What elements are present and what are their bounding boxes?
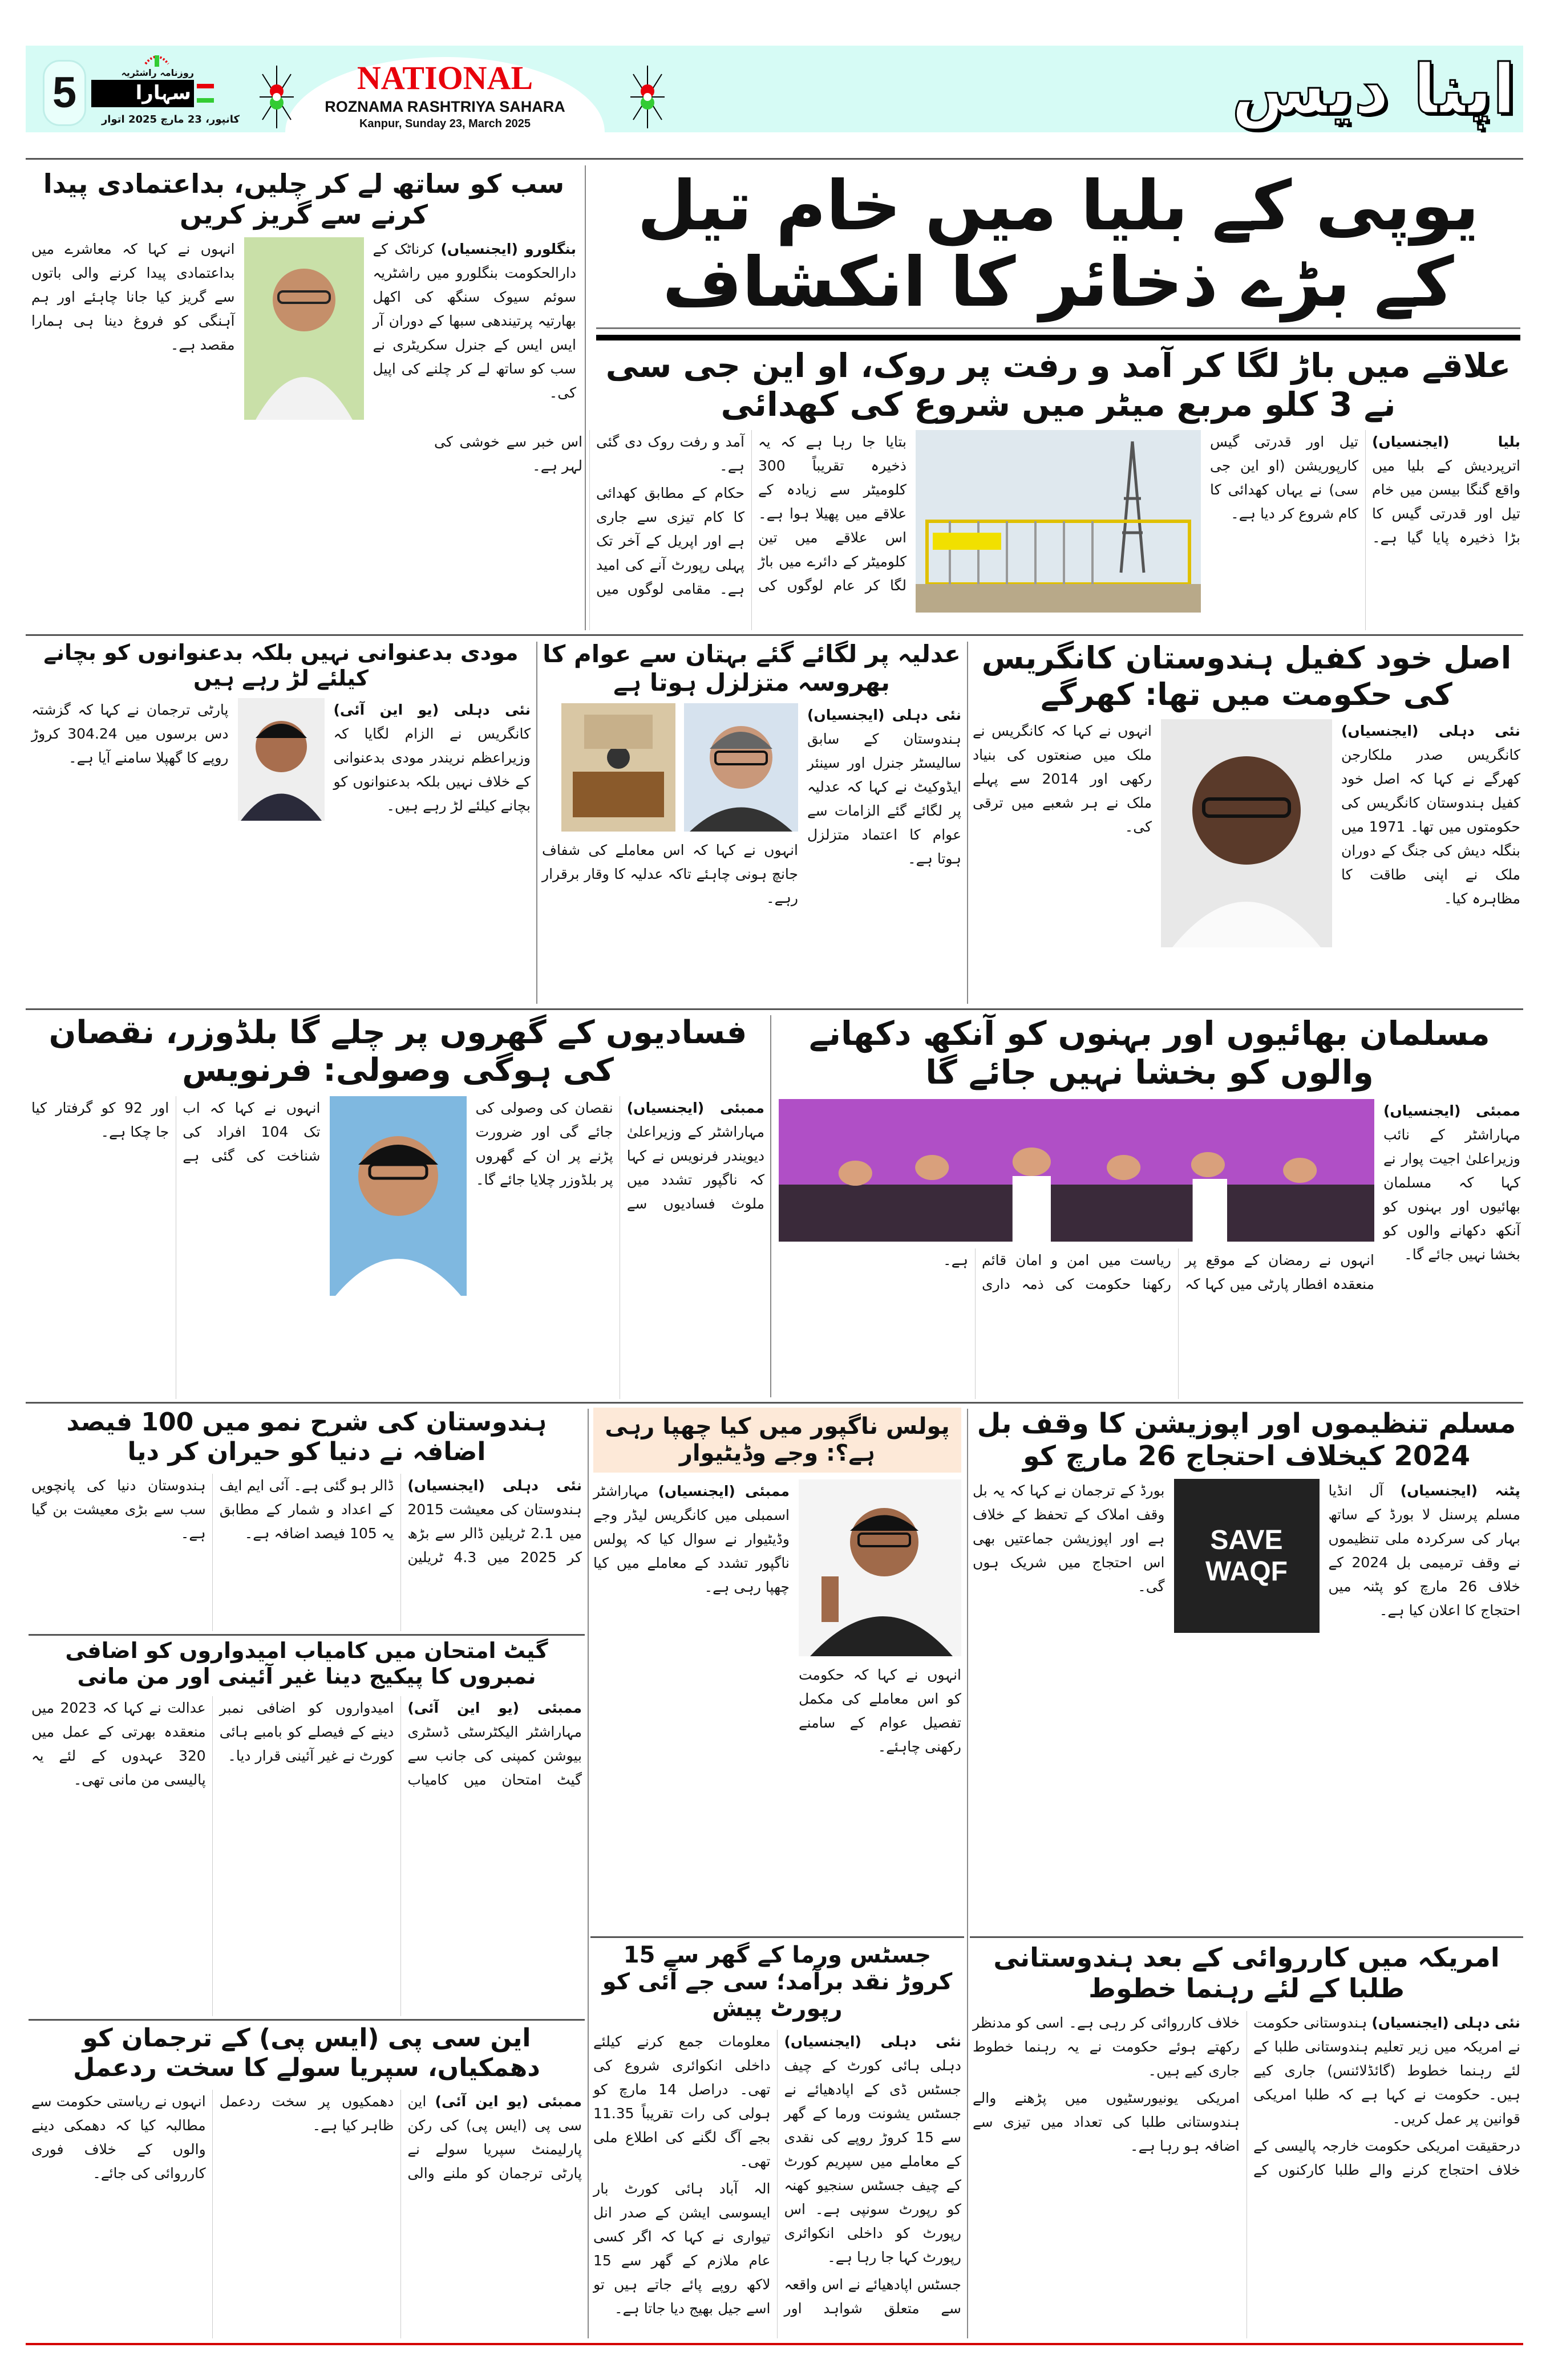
story-paragraph: کانگریس صدر ملکارجن کھرگے نے کہا کہ اصل خود کفیل ہندوستان کانگریس کی حکومتوں میں تھا۔ 1971 میں بنگلہ دیش کی جنگ کے دوران ملک نے اپنی طاقت کا مظاہرہ کیا۔ [1341,747,1520,907]
story-body [31,2090,582,2338]
story-dateline: نئی دہلی (ایجنسیاں) [407,1477,582,1494]
story-ncp [31,2024,582,2338]
story-dateline: ممبئی (یو این آئی) [435,2093,582,2110]
story-paragraph: انہوں نے کہا کہ اس معاملے کی شفاف جانچ ہونی چاہئے تاکہ عدلیہ کا وقار برقرار رہے۔ [542,842,798,907]
brand-name: سہارا [135,82,191,104]
story-content [31,2090,582,2338]
story-bulldozer [31,1014,764,1399]
story-content [973,2011,1520,2338]
portrait-icon [330,1096,467,1296]
event-icon [779,1099,1374,1242]
story-dateline: ممبئی (ایجنسیاں) [1383,1102,1520,1119]
divider [29,2019,585,2021]
brand-tagline: روزنامہ راشٹریہ [121,67,194,78]
story-body [1383,1099,1520,1399]
story-headline: عدلیہ پر لگائے گئے بہتان سے عوام کا بھروسہ متزلزل ہوتا ہے [543,640,961,696]
story-paragraph: عدالت نے کہا کہ 2023 میں منعقدہ بھرتی کے عمل میں 320 عہدوں کے لئے یہ پالیسی من مانی تھی۔ [31,1699,206,1788]
story-headline: فسادیوں کے گھروں پر چلے گا بلڈوزر، نقصان کی ہوگی وصولی: فرنویس [48,1014,747,1089]
courtroom-icon [561,703,675,832]
story-judiciary [542,640,961,1005]
save-waqf-photo: SAVE WAQF [1174,1479,1320,1633]
story-stack [779,1099,1374,1399]
story-content [593,1479,961,1932]
footer-rule [26,2343,1523,2345]
story-content [593,2030,961,2338]
divider [770,1015,771,1397]
courtroom-photo [561,703,675,832]
portrait-icon [238,698,325,821]
iftar-event-photo [779,1099,1374,1242]
story-paragraph: انہوں نے کہا کہ اب تک 104 افراد کی شناخت کی گئی ہے اور 92 کو گرفتار کیا جا چکا ہے۔ [31,1100,321,1165]
story-photo [1161,719,1332,947]
divider [970,1936,1523,1938]
story-waqf [973,1408,1520,1932]
story-headline: امریکہ میں کارروائی کے بعد ہندوستانی طلبا کے لئے رہنما خطوط [993,1942,1500,2004]
story-dateline: نئی دہلی (ایجنسیاں) [1341,723,1520,740]
story-body [1210,430,1520,630]
portrait-icon [799,1479,961,1656]
story-body [1341,719,1520,1005]
story-body [799,1663,961,1932]
story-us-students [973,1942,1520,2338]
story-paragraph: مہاراشٹر کے وزیراعلیٰ دیویندر فرنویس نے کہا کہ ناگپور تشدد میں ملوث فسادیوں سے نقصان کی وصولی کی جائے گی اور ضرورت پڑنے پر ان کے گھروں پر بلڈوزر چلایا جائے گا۔ [475,1100,764,1213]
story-content [542,703,961,1005]
story-dateline: ممبئی (ایجنسیاں) [658,1483,790,1500]
story-stack [542,703,798,1005]
story-dateline: نئی دہلی (ایجنسیاں) [1371,2014,1520,2031]
story-dateline: بلیا (ایجنسیاں) [1372,433,1520,450]
divider [596,335,1520,340]
story-photo [684,703,798,832]
story-headline: مودی بدعنوانی نہیں بلکہ بدعنوانوں کو بچانے کیلئے لڑ رہے ہیں [43,640,519,691]
edition-label: NATIONAL [357,59,533,96]
story-paragraph: انہوں نے کہا کہ کانگریس نے ملک میں صنعتوں کی بنیاد رکھی اور 2014 سے پہلے ملک نے ہر شعبے میں ترقی کی۔ [973,723,1152,836]
story-photo [330,1096,467,1296]
story-dateline: پٹنہ (ایجنسیاں) [1400,1482,1520,1499]
story-body [31,1696,582,2016]
story-paragraph: انہوں نے کہا کہ حکومت کو اس معاملے کی مکمل تفصیل عوام کے سامنے رکھنی چاہئے۔ [799,1667,961,1755]
story-paragraph: بورڈ کے ترجمان نے کہا کہ یہ بل وقف املاک کے تحفظ کے خلاف ہے اور اپوزیشن جماعتیں بھی اس احتجاج میں شریک ہوں گی۔ [973,1482,1165,1595]
story-paragraph: مہاراشٹر الیکٹرسٹی ڈسٹری بیوشن کمپنی کی جانب سے گیٹ امتحان میں کامیاب امیدواروں کو اضافی نمبر دینے کے فیصلے کو بامبے ہائی کورٹ نے غیر آئینی قرار دیا۔ [219,1699,582,1788]
story-karnataka [31,168,576,630]
story-headline: اصل خود کفیل ہندوستان کانگریس کی حکومت میں تھا: کھرگے [981,640,1512,712]
story-paragraph: اترپردیش کے بلیا میں واقع گنگا بیسن میں خام تیل اور قدرتی گیس کا بڑا ذخیرہ پایا گیا ہے۔ تیل اور قدرتی گیس کارپوریشن (او این جی سی) نے یہاں کھدائی کا کام شروع کر دیا ہے۔ [1210,433,1520,546]
story-content [434,430,1520,630]
divider [536,642,537,1004]
story-body [31,1474,582,1631]
lead-subheadline: علاقے میں باڑ لگا کر آمد و رفت پر روک، او این جی سی نے 3 کلو مربع میٹر میں شروع کی کھدائی [605,346,1511,424]
portrait-icon [684,703,798,832]
story-body [31,698,229,1005]
divider [590,1936,964,1938]
story-paragraph: انہوں نے ریاستی حکومت سے مطالبہ کیا کہ دھمکی دینے والوں کے خلاف فوری کارروائی کی جائے۔ [31,2093,206,2182]
story-paragraph: مہاراشٹر کے نائب وزیراعلیٰ اجیت پوار نے کہا کہ مسلمان بھائیوں اور بہنوں کو آنکھ دکھانے والوں کو بخشا نہیں جائے گا۔ [1383,1126,1520,1263]
story-headline: این سی پی (ایس پی) کے ترجمان کو دھمکیاں، سپریا سولے کا سخت ردعمل [73,2024,540,2082]
story-muslims [779,1014,1520,1399]
story-dateline: نئی دہلی (یو این آئی) [333,701,531,718]
story-content [31,1096,764,1399]
divider [967,642,968,1004]
story-body [779,1248,1374,1399]
oil-rig-icon [916,430,1201,613]
story-paragraph: انہوں نے کہا کہ معاشرے میں بداعتمادی پیدا کرنے والی باتوں سے گریز کیا جانا چاہئے اور ہم آہنگی کو فروغ دینا ہی ہمارا مقصد ہے۔ [31,240,235,353]
page-number: 5 [43,60,86,126]
story-paragraph: انہوں نے رمضان کے موقع پر منعقدہ افطار پارٹی میں کہا کہ ریاست میں امن و امان قائم رکھنا حکومت کی ذمہ داری ہے۔ [943,1251,1374,1292]
divider [967,1409,968,2338]
starburst-icon [630,66,665,128]
story-body [31,1096,321,1399]
portrait-icon [244,237,364,420]
story-paragraph: جسٹس اپادھیائے نے اس واقعہ سے متعلق شواہد اور معلومات جمع کرنے کیلئے داخلی انکوائری شروع کی تھی۔ دراصل 14 مارچ کو ہولی کی رات تقریباً 11.35 بجے آگ لگنے کی اطلاع ملی تھی۔ [593,2033,961,2317]
divider [26,158,1523,160]
story-body [334,698,531,1005]
story-body [973,2011,1520,2338]
story-content [973,1479,1520,1932]
story-headline: پولس ناگپور میں کیا چھپا رہی ہے؟: وجے وڈیٹیوار [593,1408,961,1473]
story-growth [31,1408,582,1631]
story-headline: مسلمان بھائیوں اور بہنوں کو آنکھ دکھانے والوں کو بخشا نہیں جائے گا [809,1014,1490,1092]
story-content [31,698,531,1005]
story-headline: مسلم تنظیموں اور اپوزیشن کا وقف بل 2024 کیخلاف احتجاج 26 مارچ کو [977,1408,1516,1472]
story-content [779,1099,1520,1399]
story-headline: جسٹس ورما کے گھر سے 15 کروڑ نقد برآمد؛ سی جے آئی کو رپورٹ پیش [602,1942,953,2022]
divider [26,1008,1523,1010]
lead-headline: یوپی کے بلیا میں خام تیل کے بڑے ذخائر کا انکشاف [637,167,1479,323]
story-paragraph: این سی پی (ایس پی) کی رکن پارلیمنٹ سپریا سولے نے پارٹی ترجمان کو ملنے والی دھمکیوں پر سخت ردعمل ظاہر کیا ہے۔ [219,2093,582,2182]
story-body [973,1479,1165,1932]
story-dateline: ممبئی (یو این آئی) [407,1699,582,1716]
story-headline: سب کو ساتھ لے کر چلیں، بداعتمادی پیدا کرنے سے گریز کریں [43,168,565,230]
story-photo [244,237,364,420]
divider [26,634,1523,636]
story-content [31,1474,582,1631]
story-body [1329,1479,1521,1932]
paper-name: ROZNAMA RASHTRIYA SAHARA [325,98,565,115]
brand-date: کانپور، 23 مارچ 2025 اتوار [101,113,240,125]
drilling-site-photo [916,430,1201,613]
story-stack [799,1479,961,1932]
story-paragraph: دہلی ہائی کورٹ کے چیف جسٹس ڈی کے اپادھیائے نے جسٹس یشونت ورما کے گھر سے 15 کروڑ روپے کی نقدی کے معاملے میں سپریم کورٹ کے چیف جسٹس سنجیو کھنہ کو رپورٹ سونپی ہے۔ اس رپورٹ کو داخلی انکوائری رپورٹ کہا جا رہا ہے۔ [784,2057,961,2265]
story-body [973,719,1152,1005]
story-nagpur [593,1408,961,1932]
divider [29,1634,585,1636]
story-paragraph: ہندوستان دنیا کی پانچویں سب سے بڑی معیشت بن گیا ہے۔ [31,1477,206,1542]
story-body [593,1479,790,1932]
story-paragraph: ہندوستان کے سابق سالیسٹر جنرل اور سینئر ایڈوکیٹ نے کہا کہ عدلیہ پر لگائے گئے الزامات سے عوام کا اعتماد متزلزل ہوتا ہے۔ [807,731,961,867]
story-paragraph: آل انڈیا مسلم پرسنل لا بورڈ کے ساتھ بہار کی سرکردہ ملی تنظیموں نے وقف ترمیمی بل 2024 کے خلاف 26 مارچ کو پٹنہ میں احتجاج کا اعلان کیا ہے۔ [1328,1482,1521,1619]
dateline: Kanpur, Sunday 23, March 2025 [359,117,531,130]
story-paragraph: پارٹی ترجمان نے کہا کہ گزشتہ دس برسوں میں 304.24 کروڑ روپے کا گھپلا سامنے آیا ہے۔ [31,701,229,766]
photo-row [542,703,798,832]
story-paragraph: بتایا جا رہا ہے کہ یہ ذخیرہ تقریباً 300 کلومیٹر سے زیادہ کے علاقے میں پھیلا ہوا ہے۔ اس علاقے میں تین کلومیٹر کے دائرے میں باڑ لگا کر عام لوگوں کی آمد و رفت روک دی گئی ہے۔ [596,433,906,594]
story-dateline: نئی دہلی (ایجنسیاں) [784,2033,961,2050]
story-paragraph: کانگریس نے الزام لگایا کہ وزیراعظم نریندر مودی بدعنوانی کے خلاف نہیں بلکہ بدعنوانوں کو بچانے کیلئے لڑ رہے ہیں۔ [333,725,531,814]
divider [585,165,586,630]
divider [596,327,1520,329]
story-paragraph: امریکی یونیورسٹیوں میں پڑھنے والے ہندوستانی طلبا کی تعداد میں تیزی سے اضافہ ہو رہا ہے۔ [973,2089,1240,2154]
story-body [31,237,235,630]
story-paragraph: کرناٹک کے دارالحکومت بنگلورو میں راشٹریہ سوئم سیوک سنگھ کی اکھل بھارتیہ پرتیندھی سبھا کے دوران آر ایس ایس کے جنرل سکریٹری نے سب کو ساتھ لے کر چلنے کی اپیل کی۔ [373,240,576,401]
story-photo [799,1479,961,1656]
story-paragraph: ہندوستانی حکومت نے امریکہ میں زیر تعلیم ہندوستانی طلبا کے لئے رہنما خطوط (گائڈلائنس) جاری کیے ہیں۔ حکومت نے کہا ہے کہ طلبا امریکی قوانین پر عمل کریں۔ [1253,2014,1520,2127]
story-gate [31,1638,582,2016]
story-body [434,430,906,630]
story-dateline: ممبئی (ایجنسیاں) [626,1100,764,1117]
section-title: اپنا دیس [1231,50,1516,129]
story-content [31,1696,582,2016]
story-headline: گیٹ امتحان میں کامیاب امیدواروں کو اضافی نمبروں کا پیکیج دینا غیر آئینی اور من مانی [65,1638,548,1689]
story-body [807,703,961,1005]
story-paragraph: حکام کے مطابق کھدائی کا کام تیزی سے جاری ہے اور اپریل کے آخر تک پہلی رپورٹ آنے کی امید ہے۔ مقامی لوگوں میں اس خبر سے خوشی کی لہر ہے۔ [434,433,744,597]
story-paragraph: درحقیقت امریکی حکومت خارجہ پالیسی کے خلاف احتجاج کرنے والے طلبا کارکنوں کے خلاف کارروائی کر رہی ہے۔ اسی کو مدنظر رکھتے ہوئے حکومت نے یہ رہنما خطوط جاری کیے ہیں۔ [973,2014,1520,2178]
story-content [973,719,1520,1005]
divider [588,1409,589,2338]
story-paragraph: ہندوستان کی معیشت 2015 میں 2.1 ٹریلین ڈالر سے بڑھ کر 2025 میں 4.3 ٹریلین ڈالر ہو گئی ہے۔ آئی ایم ایف کے اعداد و شمار کے مطابق یہ 105 فیصد اضافہ ہے۔ [219,1477,582,1566]
story-paragraph: الہ آباد ہائی کورٹ بار ایسوسی ایشن کے صدر انل تیواری نے کہا کہ اگر کسی عام ملازم کے گھر سے 15 لاکھ روپے پائے جاتے ہیں تو اسے جیل بھیج دیا جاتا ہے۔ [593,2180,771,2317]
story-dateline: بنگلورو (ایجنسیاں) [440,240,577,257]
story-headline: ہندوستان کی شرح نمو میں 100 فیصد اضافہ نے دنیا کو حیران کر دیا [66,1408,547,1466]
portrait-icon [1161,719,1332,947]
story-modi-corruption [31,640,531,1005]
story-paragraph: مہاراشٹر اسمبلی میں کانگریس لیڈر وجے وڈیٹیوار نے سوال کیا کہ پولس ناگپور تشدد کے معاملے میں کیا چھپا رہی ہے۔ [593,1483,790,1596]
story-photo [238,698,325,821]
story-kharge [973,640,1520,1005]
story-body [593,2030,961,2338]
story-body [476,1096,765,1399]
story-body [542,838,798,1005]
divider [26,1402,1523,1404]
story-dateline: نئی دہلی (ایجنسیاں) [807,707,961,724]
story-justice-varma [593,1942,961,2338]
